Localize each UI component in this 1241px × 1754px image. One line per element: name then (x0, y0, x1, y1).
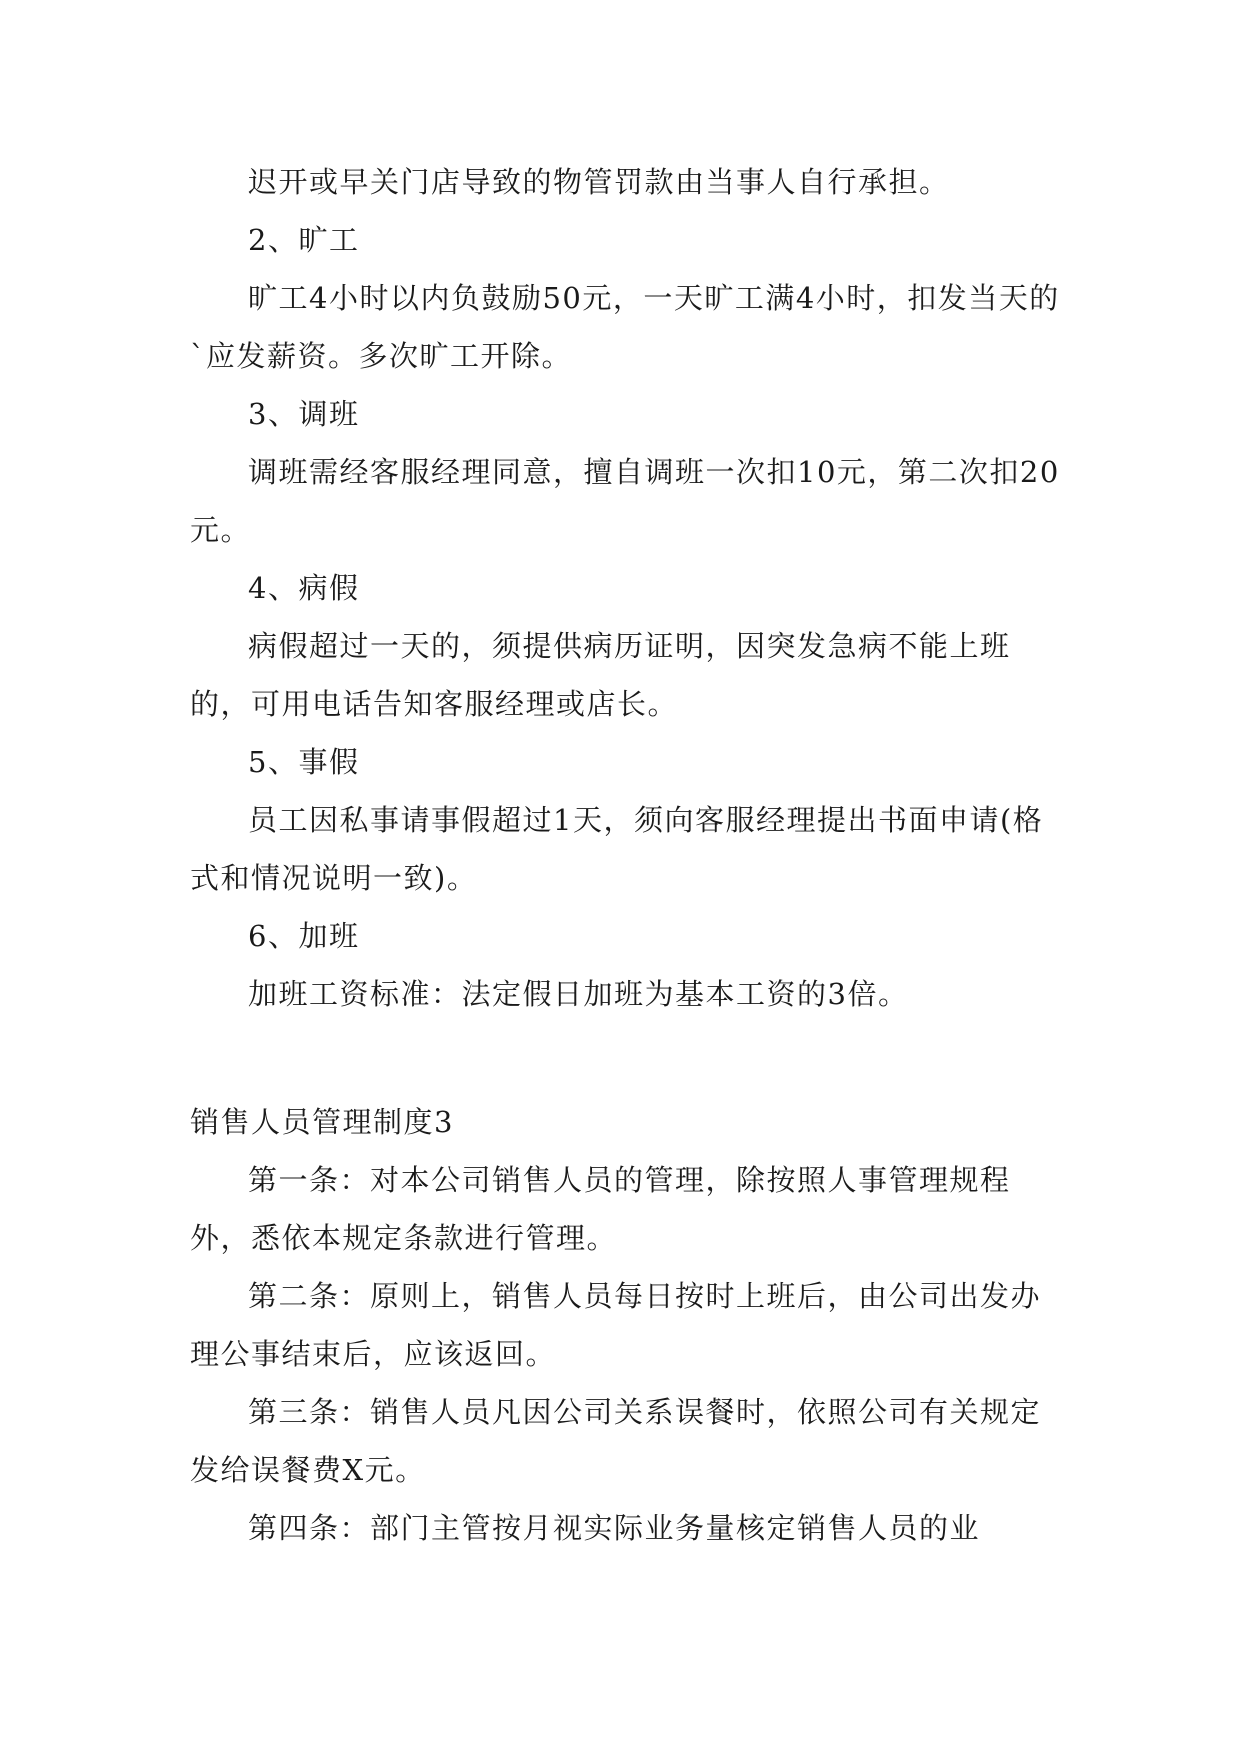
heading-overtime: 6、加班 (248, 919, 360, 953)
section-title: 销售人员管理制度3 (190, 1105, 454, 1139)
article-three: 第三条：销售人员凡因公司关系误餐时，依照公司有关规定发给误餐费X元。 (190, 1395, 1042, 1487)
heading-shift-change: 3、调班 (248, 397, 360, 431)
article-one: 第一条：对本公司销售人员的管理，除按照人事管理规程外，悉依本规定条款进行管理。 (190, 1163, 1011, 1255)
paragraph-late-open-fine: 迟开或早关门店导致的物管罚款由当事人自行承担。 (248, 165, 950, 199)
article-four: 第四条：部门主管按月视实际业务量核定销售人员的业 (248, 1511, 981, 1545)
article-two: 第二条：原则上，销售人员每日按时上班后，由公司出发办理公事结束后，应该返回。 (190, 1279, 1042, 1371)
paragraph-shift-change: 调班需经客服经理同意，擅自调班一次扣10元，第二次扣20元。 (190, 455, 1060, 547)
paragraph-sick-leave: 病假超过一天的，须提供病历证明，因突发急病不能上班的，可用电话告知客服经理或店长。 (190, 629, 1011, 721)
paragraph-personal-leave: 员工因私事请事假超过1天，须向客服经理提出书面申请(格式和情况说明一致)。 (190, 803, 1044, 895)
attendance-rules-section (190, 153, 1060, 1023)
heading-personal-leave: 5、事假 (248, 745, 360, 779)
paragraph-absenteeism: 旷工4小时以内负鼓励50元，一天旷工满4小时，扣发当天的`应发薪资。多次旷工开除。 (190, 281, 1060, 373)
heading-sick-leave: 4、病假 (248, 571, 360, 605)
paragraph-overtime: 加班工资标准：法定假日加班为基本工资的3倍。 (248, 977, 909, 1011)
sales-management-section (190, 1093, 1060, 1557)
heading-absenteeism: 2、旷工 (248, 223, 360, 257)
